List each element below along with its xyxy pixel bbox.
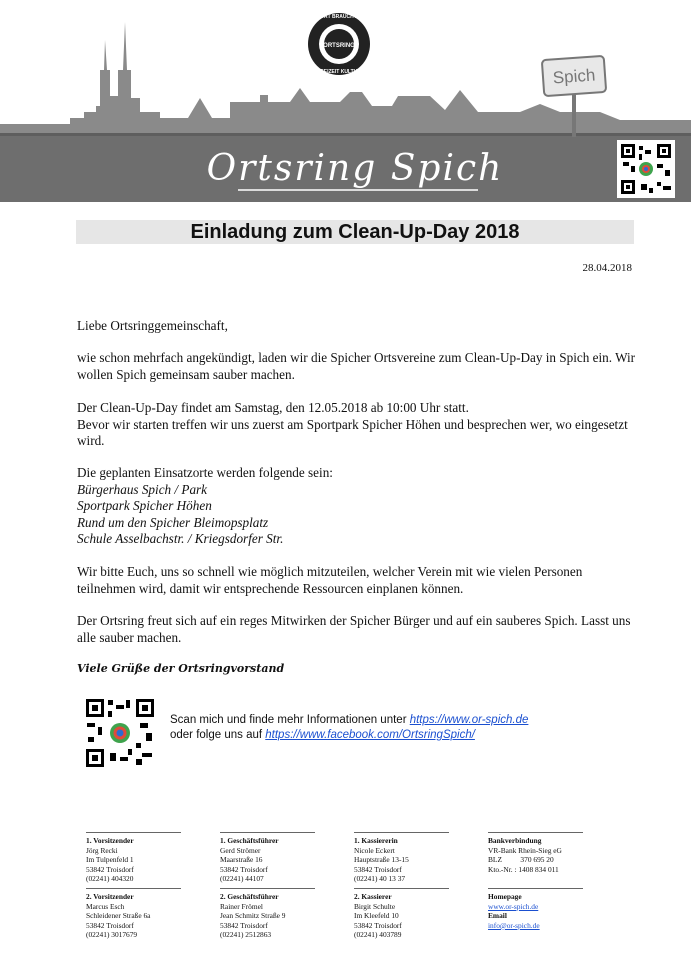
meeting-line: Bevor wir starten treffen wir uns zuerst am Sportpark Spicher Höhen und besprechen wer, wo eingesetzt wird. (77, 416, 628, 448)
location-item: Sportpark Spicher Höhen (77, 498, 212, 513)
scan-line-facebook: oder folge uns auf https://www.facebook.com/OrtsringSpich/ (170, 729, 475, 741)
footer-column-bank: Bankverbindung VR-Bank Rhein-Sieg eG BLZ 370 695 20 Kto.-Nr. : 1408 834 011 Homepage www.or-spich.de Email info@or-spich.de (488, 832, 638, 930)
footer-column-managers: 1. Geschäftsführer Gerd Strömer Maarstraße 16 53842 Troisdorf (02241) 44107 2. Geschäftsführer Rainer Frömel Jean Schmitz Straße 9 53842 Troisdorf (02241) 2512863 (220, 832, 350, 940)
footer-column-treasurers: 1. Kassiererin Nicole Eckert Hauptstraße 13-15 53842 Troisdorf (02241) 40 13 37 2. Kassierer Birgit Schulte Im Kleefeld 10 53842 Troisdorf (02241) 403789 (354, 832, 484, 940)
location-item: Bürgerhaus Spich / Park (77, 481, 208, 497)
scan-line-website: Scan mich und finde mehr Informationen unter https://www.or-spich.de (170, 714, 529, 726)
svg-text:SPORT BRAUCHTUM: SPORT BRAUCHTUM (313, 14, 365, 20)
locations-intro: Die geplanten Einsatzorte werden folgende sein: (77, 465, 333, 480)
document-date: 28.04.2018 (582, 262, 632, 274)
svg-text:FREIZEIT KULTUR: FREIZEIT KULTUR (317, 69, 361, 75)
location-item: Schule Asselbachstr. / Kriegsdorfer Str. (77, 531, 284, 546)
letterhead (0, 0, 691, 202)
document-title: Einladung zum Clean-Up-Day 2018 (76, 220, 634, 244)
paragraph-schedule (77, 400, 637, 450)
footer-column-chairmen: 1. Vorsitzender Jörg Recki Im Tulpenfeld 1 53842 Troisdorf (02241) 404320 2. Vorsitzender Marcus Esch Schleidener Straße 6a 53842 Troisdorf (02241) 3017679 (86, 832, 216, 940)
facebook-link[interactable]: https://www.facebook.com/OrtsringSpich/ (265, 729, 475, 741)
town-sign-text: Spich (552, 65, 596, 88)
homepage-link[interactable]: www.or-spich.de (488, 901, 539, 911)
locations-block (77, 465, 637, 548)
email-link[interactable]: info@or-spich.de (488, 920, 540, 930)
paragraph-invitation: wie schon mehrfach angekündigt, laden wir die Spicher Ortsvereine zum Clean-Up-Day in Spich ein. Wir wollen Spich gemeinsam sauber machen. (77, 350, 636, 382)
paragraph-closing: Der Ortsring freut sich auf ein reges Mitwirken der Spicher Bürger und auf ein sauberes Spich. Lasst uns alle sauber machen. (77, 613, 631, 645)
banner-qr-code (617, 140, 675, 198)
schedule-line: Der Clean-Up-Day findet am Samstag, den 12.05.2018 ab 10:00 Uhr statt. (77, 400, 469, 415)
paragraph-request: Wir bitte Euch, uns so schnell wie möglich mitzuteilen, welcher Verein mit wie vielen Personen teilnehmen wird, damit wir entsprechende Ressourcen einplanen können. (77, 564, 583, 596)
greeting: Liebe Ortsringgemeinschaft, (77, 318, 228, 333)
location-item: Rund um den Spicher Bleimopsplatz (77, 514, 269, 530)
signature-line: Viele Grüße der Ortsringvorstand (77, 662, 285, 675)
website-link[interactable]: https://www.or-spich.de (409, 714, 529, 726)
banner-title: Ortsring Spich (206, 148, 504, 189)
svg-text:ORTSRING: ORTSRING (323, 43, 355, 49)
scan-info (170, 713, 528, 743)
qr-code[interactable] (84, 697, 156, 769)
